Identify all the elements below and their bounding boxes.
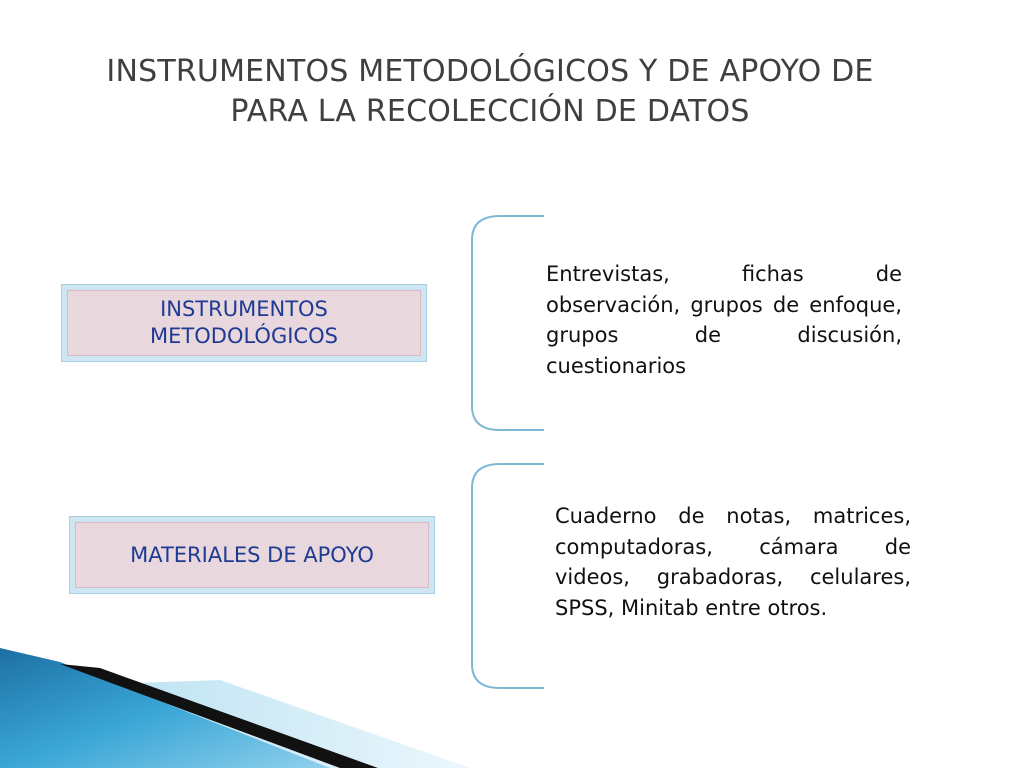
slide-title-line-1: INSTRUMENTOS METODOLÓGICOS Y DE APOYO DE [106,54,874,89]
category-label-line-1: INSTRUMENTOS [160,297,328,321]
category-label-line-2: METODOLÓGICOS [150,324,338,348]
category-label-line-1: MATERIALES DE APOYO [130,542,374,567]
slide-title-line-2: PARA LA RECOLECCIÓN DE DATOS [230,94,750,129]
description-materiales: Cuaderno de notas, matrices, computadoras, cámara de videos, grabadoras, celulares, SPSS, Minitab entre otros. [555,504,911,620]
description-instrumentos: Entrevistas, fichas de observación, grupos de enfoque, grupos de discusión, cuestionarios [546,262,902,378]
